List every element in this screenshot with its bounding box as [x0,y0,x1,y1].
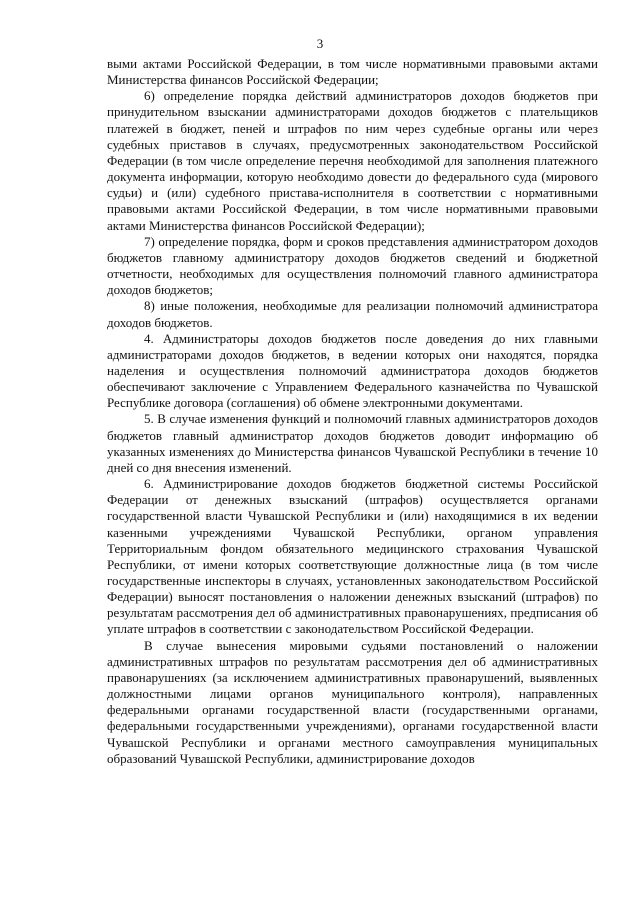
paragraph-section-6: 6. Администрирование доходов бюджетов бюджетной системы Российской Федерации от денежных взысканий (штрафов) осуществляется органами государственной власти Чувашской Республики и (или) находящимися в их ведении казенными учреждениями Чувашской Республики, органом управления Территориальным фондом обязательного медицинского страхования Чувашской Республики, от имени которых соответствующие должностные лица (в том числе государственные инспекторы в случаях, установленных законодательством Российской Федерации) выносят постановления о наложении денежных взысканий (штрафов) по результатам рассмотрения дел об административных правонарушениях, предписания об уплате штрафов в соответствии с законодательством Российской Федерации. [107,476,598,637]
paragraph-continuation: выми актами Российской Федерации, в том числе нормативными правовыми актами Министерства финансов Российской Федерации; [107,56,598,88]
paragraph-section-5: 5. В случае изменения функций и полномочий главных администраторов доходов бюджетов главный администратор доходов бюджетов доводит информацию об указанных изменениях до Министерства финансов Чувашской Республики в течение 10 дней со дня внесения изменений. [107,411,598,475]
document-body [107,56,598,767]
paragraph-section-4: 4. Администраторы доходов бюджетов после доведения до них главными администраторами доходов бюджетов, в ведении которых они находятся, порядка наделения и осуществления полномочий администратора доходов бюджетов обеспечивают заключение с Управлением Федерального казначейства по Чувашской Республике договора (соглашения) об обмене электронными документами. [107,330,598,411]
paragraph-item-6: 6) определение порядка действий администраторов доходов бюджетов при принудительном взыскании администраторами доходов бюджетов с плательщиков платежей в бюджет, пеней и штрафов по ним через судебные органы или через судебных приставов в случаях, предусмотренных законодательством Российской Федерации (в том числе определение перечня необходимой для заполнения платежного документа информации, которую необходимо довести до федерального суда (мирового судьи) и (или) судебного пристава-исполнителя в соответствии с нормативными правовыми актами Российской Федерации, в том числе нормативными правовыми актами Министерства финансов Российской Федерации); [107,88,598,233]
paragraph-item-8: 8) иные положения, необходимые для реализации полномочий администратора доходов бюджетов. [107,298,598,330]
page-number: 3 [316,36,324,51]
paragraph-item-7: 7) определение порядка, форм и сроков представления администратором доходов бюджетов главному администратору доходов бюджетов сведений и бюджетной отчетности, необходимых для осуществления полномочий главного администратора доходов бюджетов; [107,233,598,298]
paragraph-section-6-continuation: В случае вынесения мировыми судьями постановлений о наложении административных штрафов по результатам рассмотрения дел об административных правонарушениях (за исключением административных правонарушений, выявленных должностными лицами органов муниципального контроля), направленных федеральными органами государственной власти (государственными органами, федеральными государственными учреждениями), органами государственной власти Чувашской Республики и органами местного самоуправления муниципальных образований Чувашской Республики, администрирование доходов [107,637,598,766]
